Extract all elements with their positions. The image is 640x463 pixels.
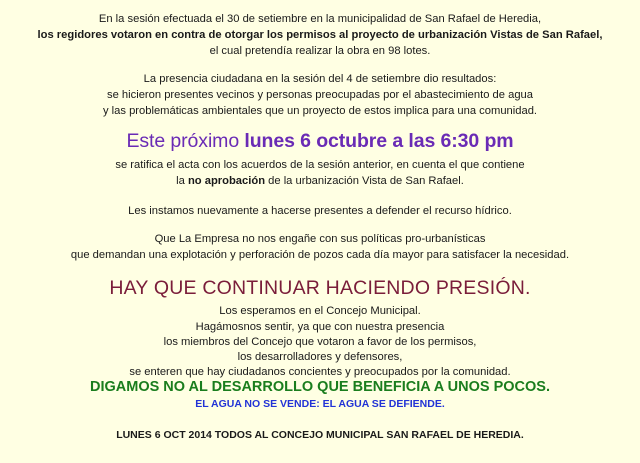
p3-line2-prefix: la <box>176 175 188 187</box>
p2-line3: y las problemáticas ambientales que un proyecto de estos implica para una comunidad. <box>102 105 538 117</box>
p6-line5: se enteren que hay ciudadanos concientes y preocupados por la comunidad. <box>129 366 511 378</box>
p5-line1: Que La Empresa no nos engañe con sus políticas pro-urbanísticas <box>154 233 486 245</box>
p6-line4: los desarrolladores y defensores, <box>237 351 403 363</box>
p6-line2: Hagámosnos sentir, ya que con nuestra presencia <box>195 321 445 333</box>
p1-line2: los regidores votaron en contra de otorgar los permisos al proyecto de urbanización Vistas de San Rafael, <box>37 29 603 41</box>
p3-line2-bold: no aprobación <box>187 175 266 187</box>
p5-line2: que demandan una explotación y perforación de pozos cada día mayor para satisfacer la necesidad. <box>70 249 570 261</box>
p2-line1: La presencia ciudadana en la sesión del 4 de setiembre dio resultados: <box>143 73 497 85</box>
p4-line1: Les instamos nuevamente a hacerse presentes a defender el recurso hídrico. <box>128 205 512 217</box>
announcement-date: lunes 6 octubre a las 6:30 pm <box>244 130 514 152</box>
p2-line2: se hicieron presentes vecinos y personas preocupadas por el abastecimiento de agua <box>106 89 533 101</box>
announcement-heading <box>0 132 640 152</box>
announcement-prefix: Este próximo <box>126 130 245 152</box>
digamos-heading: DIGAMOS NO AL DESARROLLO QUE BENEFICIA A UNOS POCOS. <box>90 379 550 395</box>
p3-line1: se ratifica el acta con los acuerdos de la sesión anterior, en cuenta el que contiene <box>115 159 525 171</box>
presion-heading: HAY QUE CONTINUAR HACIENDO PRESIÓN. <box>109 277 531 299</box>
p1-line1: En la sesión efectuada el 30 de setiembre en la municipalidad de San Rafael de Heredia, <box>98 13 542 25</box>
event-callout: LUNES 6 OCT 2014 TODOS AL CONCEJO MUNICIPAL SAN RAFAEL DE HEREDIA. <box>116 429 524 441</box>
agua-slogan: EL AGUA NO SE VENDE: EL AGUA SE DEFIENDE. <box>195 398 445 410</box>
p1-line3: el cual pretendía realizar la obra en 98 lotes. <box>209 45 431 57</box>
p3-line2-suffix: de la urbanización Vista de San Rafael. <box>265 175 464 187</box>
p6-line3: los miembros del Concejo que votaron a favor de los permisos, <box>163 336 477 348</box>
p3-line2 <box>0 176 640 187</box>
p6-line1: Los esperamos en el Concejo Municipal. <box>219 305 421 317</box>
